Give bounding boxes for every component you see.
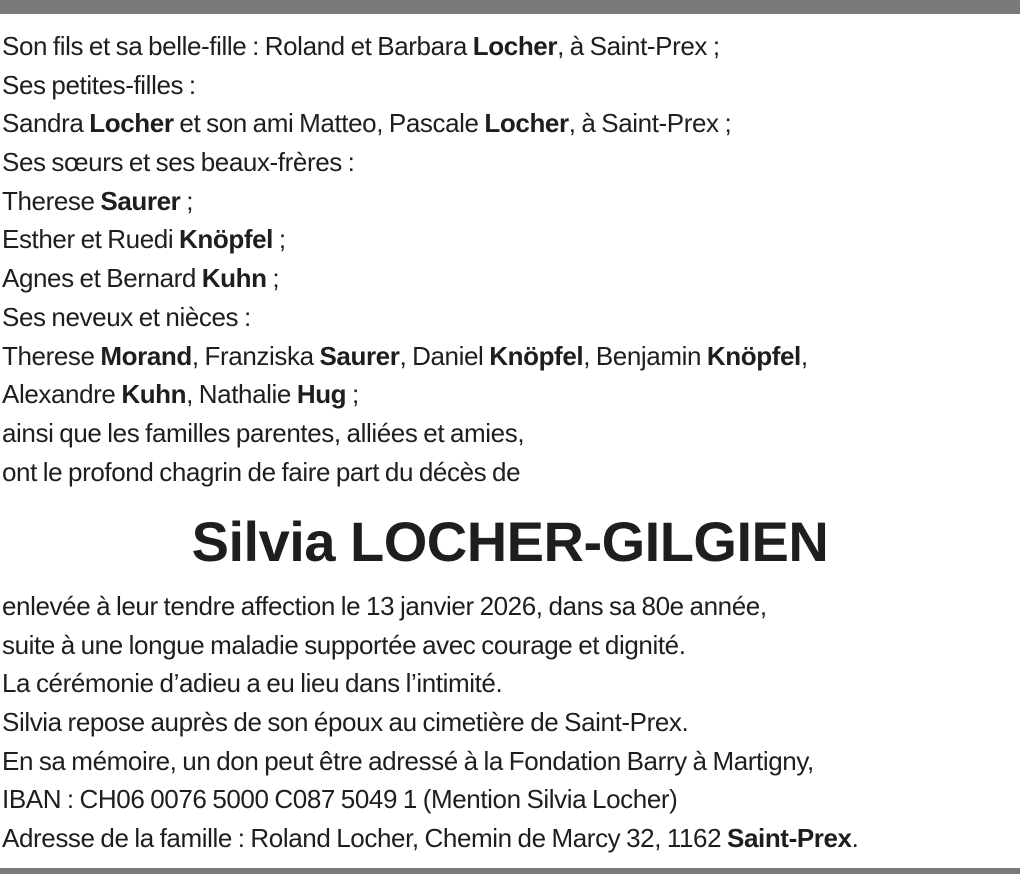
text-line [2, 742, 1018, 781]
text-segment: ; [180, 185, 194, 216]
bold-name: Knöpfel [179, 224, 273, 255]
text-line [2, 66, 1018, 105]
bottom-rule [0, 868, 1020, 874]
text-line [2, 703, 1018, 742]
text-segment: . [851, 823, 859, 854]
text-line [2, 182, 1018, 221]
text-segment: Ses petites-filles : [2, 69, 196, 100]
text-segment: , à Saint-Prex ; [568, 108, 732, 139]
bold-name: Hug [296, 379, 347, 410]
text-segment: Adresse de la famille : Roland Locher, Chemin de Marcy 32, 1162 [2, 823, 727, 854]
text-line [2, 664, 1018, 703]
bold-name: Kuhn [201, 263, 267, 294]
bold-name: Saurer [100, 185, 181, 216]
text-segment: ; [346, 379, 359, 410]
text-segment: Therese [2, 340, 101, 371]
text-line [2, 259, 1018, 298]
text-line [2, 375, 1018, 414]
text-segment: Sandra [2, 108, 90, 139]
text-line [2, 337, 1018, 376]
top-rule [0, 0, 1020, 14]
bold-name: Locher [472, 31, 558, 61]
text-segment: Ses sœurs et ses beaux-frères : [2, 147, 355, 178]
text-segment: ; [266, 263, 280, 294]
text-segment: Silvia repose auprès de son époux au cimetière de Saint-Prex. [2, 707, 689, 738]
text-line [2, 780, 1018, 819]
bold-name: Saurer [319, 340, 400, 371]
text-line [2, 587, 1018, 626]
text-segment: , [800, 340, 808, 371]
text-segment: , Daniel [399, 340, 490, 371]
text-segment: Ses neveux et nièces : [2, 301, 251, 332]
text-segment: La cérémonie d’adieu a eu lieu dans l’intimité. [2, 668, 503, 699]
text-segment: Therese [2, 185, 101, 216]
text-segment: , Nathalie [186, 379, 297, 410]
text-segment: Agnes et Bernard [2, 263, 202, 294]
text-line [2, 143, 1018, 182]
text-segment: Esther et Ruedi [2, 224, 180, 255]
bold-name: Saint-Prex [727, 823, 852, 854]
bold-name: Knöpfel [706, 340, 801, 371]
text-line [2, 27, 1018, 66]
text-segment: , Benjamin [583, 340, 707, 371]
bold-name: Locher [89, 108, 174, 139]
text-segment: enlevée à leur tendre affection le 13 janvier 2026, dans sa 80e année, [2, 591, 767, 621]
text-segment: ont le profond chagrin de faire part du décès de [2, 456, 521, 487]
text-line [2, 626, 1018, 665]
text-segment: suite à une longue maladie supportée avec courage et dignité. [2, 629, 686, 660]
text-line [2, 298, 1018, 337]
text-segment: Alexandre [2, 379, 122, 410]
text-segment: et son ami Matteo, Pascale [173, 108, 485, 139]
text-line [2, 819, 1018, 858]
bold-name: Locher [484, 108, 569, 139]
bold-name: Kuhn [121, 379, 187, 410]
text-segment: ; [273, 224, 286, 255]
text-line [2, 220, 1018, 259]
notice-details [2, 587, 1018, 858]
text-segment: IBAN : CH06 0076 5000 C087 5049 1 (Mention Silvia Locher) [2, 784, 678, 815]
text-segment: , à Saint-Prex ; [557, 31, 720, 61]
text-segment: Son fils et sa belle-fille : Roland et Barbara [2, 31, 473, 61]
text-segment: , Franziska [191, 340, 320, 371]
deceased-name: Silvia LOCHER-GILGIEN [191, 510, 829, 573]
text-line [2, 414, 1018, 453]
family-list [2, 27, 1018, 491]
bold-name: Morand [100, 340, 192, 371]
text-line [2, 453, 1018, 492]
bold-name: Knöpfel [489, 340, 584, 371]
text-segment: En sa mémoire, un don peut être adressé à la Fondation Barry à Martigny, [2, 745, 814, 776]
text-line [2, 104, 1018, 143]
text-segment: ainsi que les familles parentes, alliées et amies, [2, 417, 525, 448]
